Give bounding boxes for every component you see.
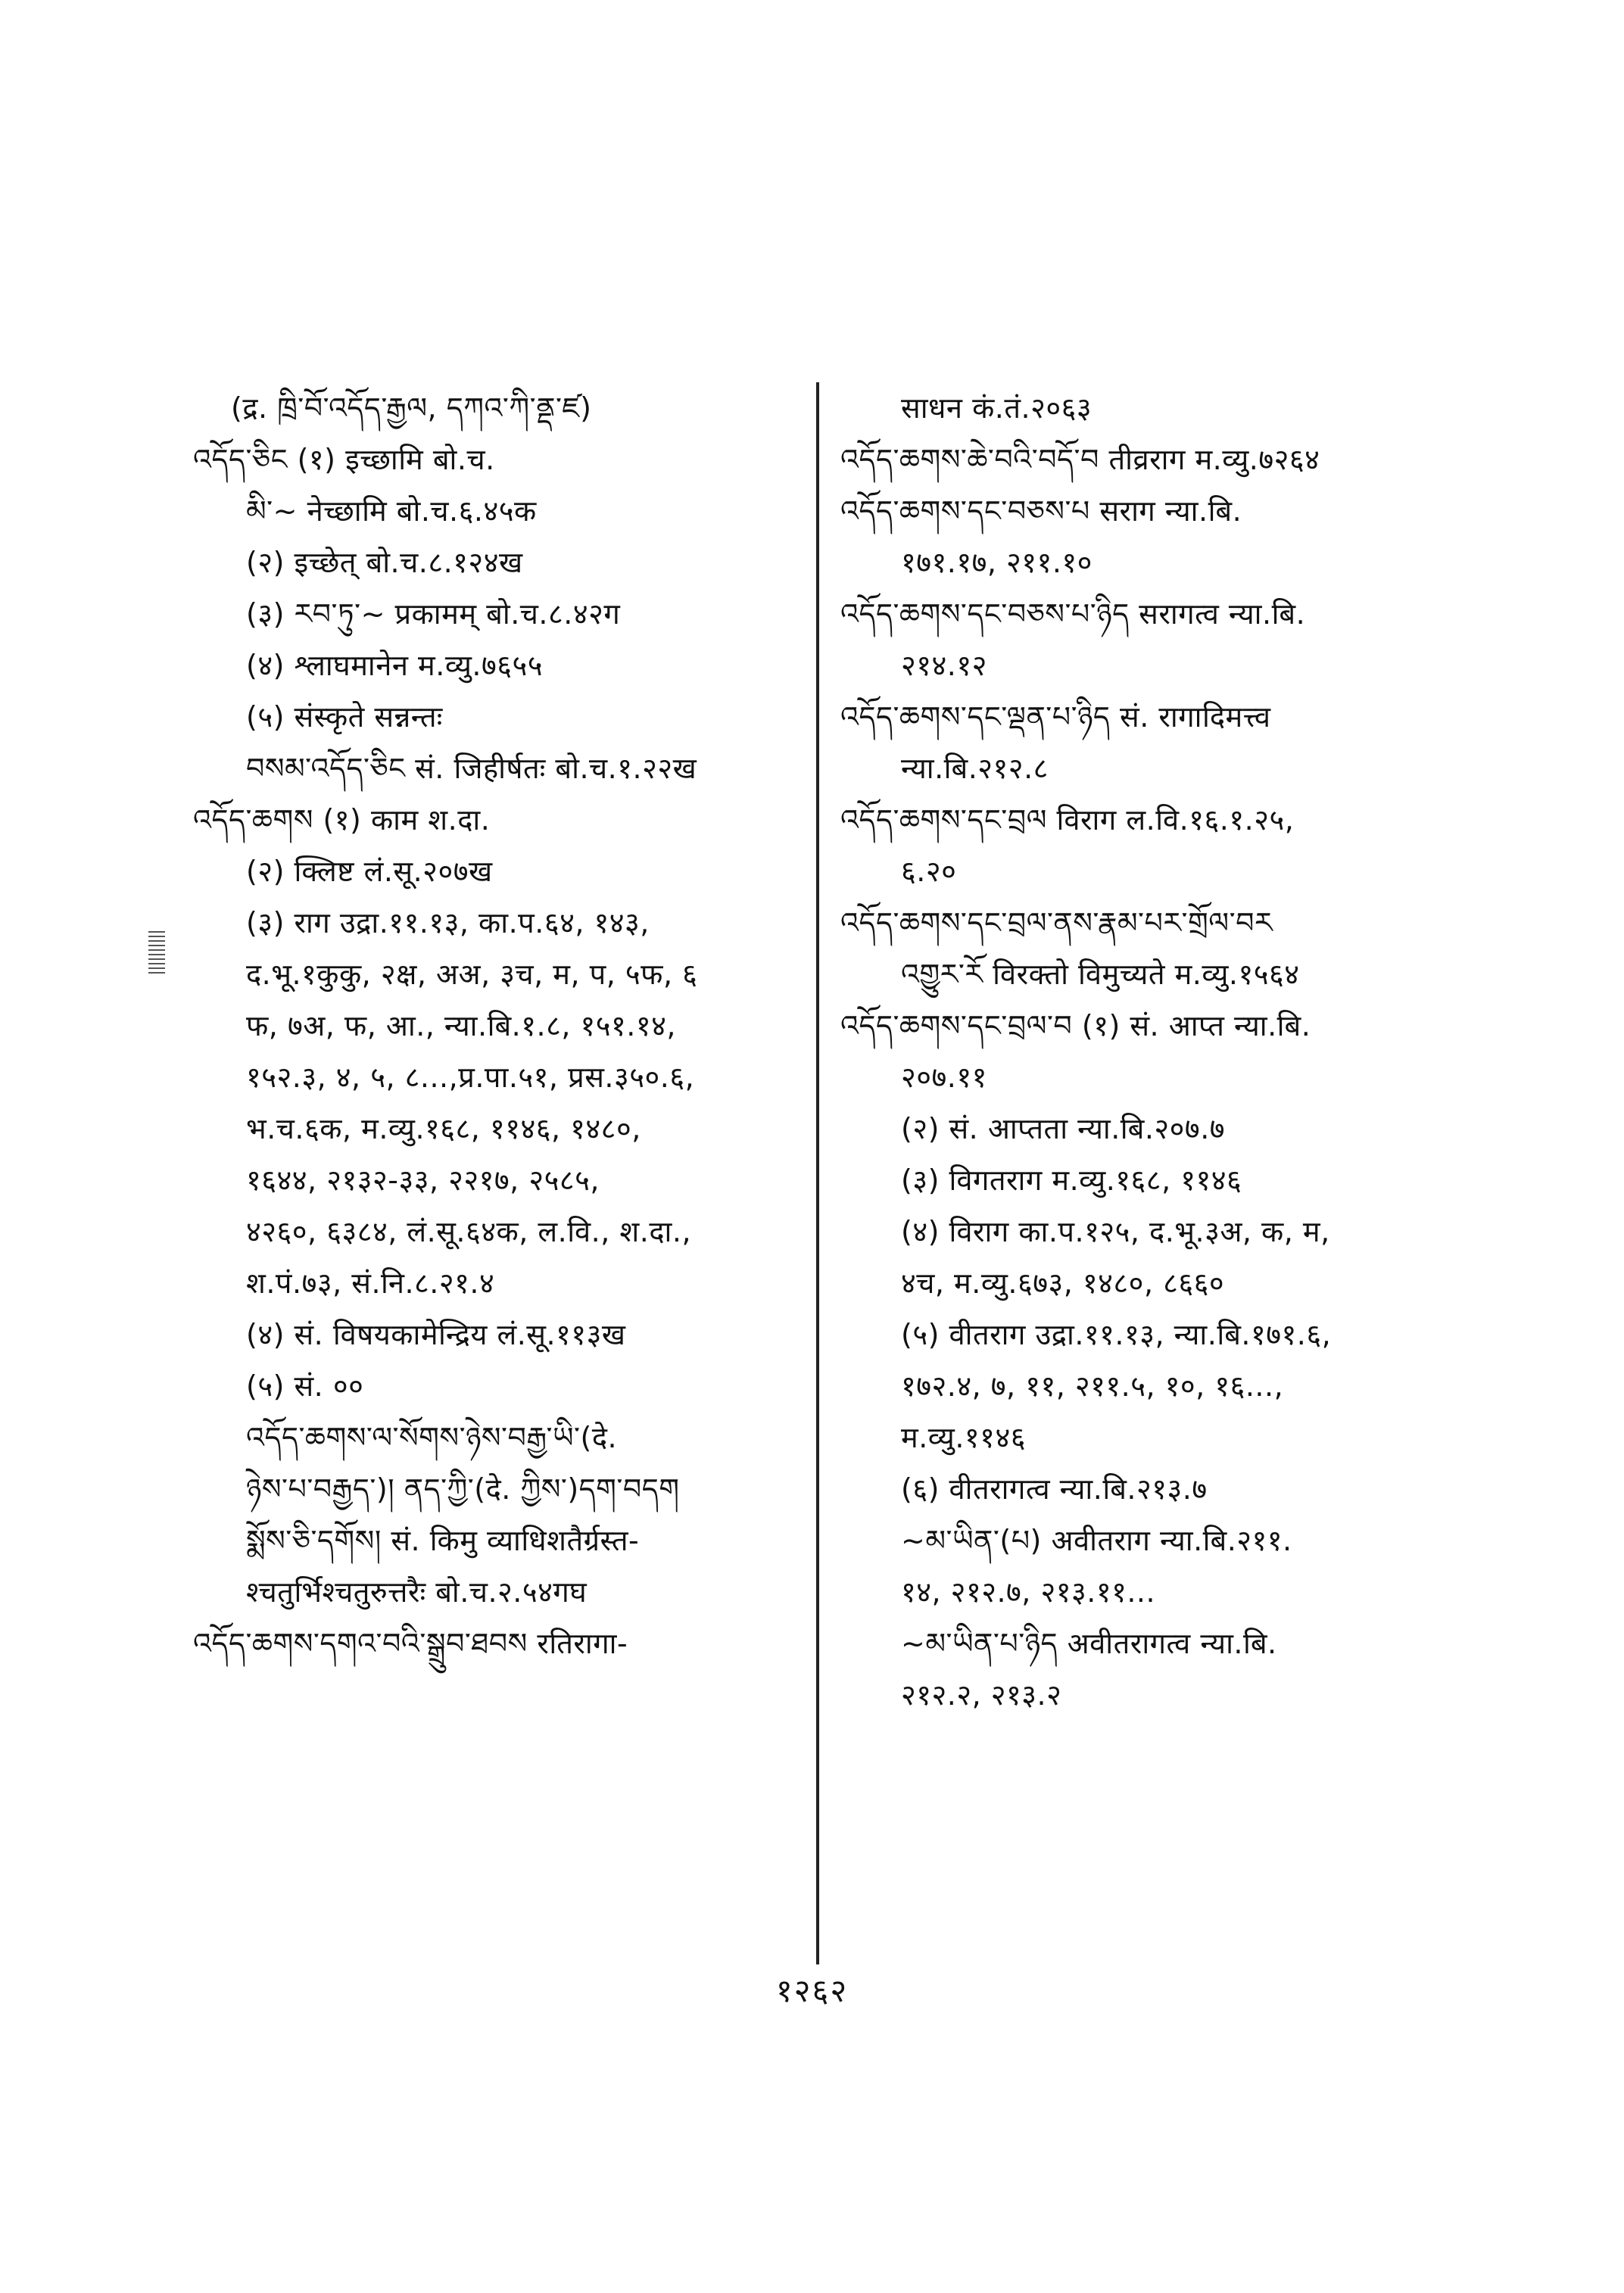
text-line: २१४.१२ [901,649,987,682]
page-number: १२६२ [775,1972,849,2009]
entry-headword-line: འདོད་ཆགས་ཆེ་བའི་བདོ་བ तीव्रराग म.व्यु.७२६४ [840,443,1320,476]
entry-headword-line: འདོད་ཆགས་དང་བཅས་པ་ཉིད सरागत्व न्या.बि. [840,597,1306,631]
entry-headword-line: འདོད་ཆགས་དང་བྲལ་ནས་རྣམ་པར་གྲོལ་བར [840,906,1273,939]
text-line: न्या.बि.२१२.८ [901,752,1049,785]
text-line: (३) རབ་ཏུ་~ प्रकामम् बो.च.८.४२ग [246,597,621,631]
right-column [840,382,1446,1721]
text-line: (५) सं. ०० [246,1369,364,1403]
text-line: འདོད་ཆགས་ལ་སོགས་ཉེས་བརྒྱ་ཡི་(दे. [246,1421,618,1454]
entry-headword-line: འདོད་ཆགས (१) काम श.दा. [193,803,491,837]
text-line: १७१.१७, २११.१० [901,546,1093,579]
entry-headword-line: འདོད་ཆགས་དང་བྲལ་བ (१) सं. आप्त न्या.बि. [840,1009,1311,1042]
text-line: फ, ७अ, फ, आ., न्या.बि.१.८, १५१.१४, [246,1009,676,1042]
text-line: २०७.११ [901,1061,987,1094]
text-line: (४) श्लाघमानेन म.व्यु.७६५५ [246,649,543,682]
text-line: (२) सं. आप्तता न्या.बि.२०७.७ [901,1112,1226,1145]
entry-headword-line: འདོད་ཆགས་དང་བྲལ विराग ल.वि.१६.१.२५, [840,803,1295,837]
text-line: ४२६०, ६३८४, लं.सू.६४क, ल.वि., श.दा., [246,1215,692,1248]
left-column [193,382,814,1669]
text-line: (२) इच्छेत् बो.च.८.१२४ख [246,546,523,579]
text-line: साधन कं.तं.२०६३ [901,391,1093,425]
text-line: (४) विराग का.प.१२५, द.भू.३अ, क, म, [901,1215,1330,1248]
text-line: द.भू.१कुकु, २क्ष, अअ, ३च, म, प, ५फ, ६ [246,958,698,991]
entry-headword-line: འདོད་ཆགས་དགའ་བའི་སྒྲུབ་ཐབས रतिरागा- [193,1627,628,1660]
text-line: (४) सं. विषयकामेन्द्रिय लं.सू.११३ख [246,1318,626,1351]
text-line: (५) वीतराग उद्रा.११.१३, न्या.बि.१७१.६, [901,1318,1332,1351]
text-line: བསམ་འདོད་ཅིང सं. जिहीर्षतः बो.च.१.२२ख [246,752,697,785]
text-line: མི་~ नेच्छामि बो.च.६.४५क [246,494,537,528]
text-line: २१२.२, २१३.२ [901,1678,1062,1712]
text-line: (६) वीतरागत्व न्या.बि.२१३.७ [901,1472,1208,1506]
text-line: ४च, म.व्यु.६७३, १४८०, ८६६० [901,1266,1225,1300]
text-line: ཉེས་པ་བརྒྱད་)། ནད་ཀྱི་(दे. ཀྱིས་)དག་བདག [246,1472,680,1506]
text-line: (५) संस्कृते सन्नन्तः [246,700,443,734]
text-line: १७२.४, ७, ११, २११.५, १०, १६..., [901,1369,1284,1403]
entry-headword-line: འདོད་ཆགས་དང་ལྡན་པ་ཉིད सं. रागादिमत्त्व [840,700,1271,734]
text-line: (२) क्लिष्ट लं.सू.२०७ख [246,855,493,888]
text-line: (३) राग उद्रा.११.१३, का.प.६४, १४३, [246,906,650,939]
margin-mark [148,931,165,974]
column-divider [816,382,819,1964]
text-line: (३) विगतराग म.व्यु.१६८, ११४६ [901,1164,1242,1197]
text-line: ~མ་ཡིན་པ་ཉིད अवीतरागत्व न्या.बि. [901,1627,1277,1660]
text-line: १६४४, २१३२-३३, २२१७, २५८५, [246,1164,600,1197]
text-line: ६.२० [901,855,957,888]
text-line: श्चतुर्भिश्चतुरुत्तरैः बो.च.२.५४गघ [246,1575,588,1609]
entry-headword-line: འདོད་ཅིང (१) इच्छामि बो.च. [193,443,495,476]
text-line: (द्र. ཁྲི་བོ་འདོད་རྒྱལ, དཀའ་ཀི་ནྡ་ཛ) [231,391,592,425]
text-line: भ.च.६क, म.व्यु.१६८, ११४६, १४८०, [246,1112,641,1145]
text-line: १५२.३, ४, ५, ८...,प्र.पा.५१, प्रस.३५०.६, [246,1061,695,1094]
text-line: म.व्यु.११४६ [901,1421,1026,1454]
text-line: श.पं.७३, सं.नि.८.२१.४ [246,1266,495,1300]
text-line: སྨོས་ཅི་དགོས། सं. किमु व्याधिशतैर्ग्रस्त- [246,1524,640,1557]
text-line: འགྱུར་རོ विरक्तो विमुच्यते म.व्यु.१५६४ [901,958,1300,991]
entry-headword-line: འདོད་ཆགས་དང་བཅས་པ सराग न्या.बि. [840,494,1242,528]
text-line: १४, २१२.७, २१३.११... [901,1575,1156,1609]
text-line: ~མ་ཡིན་(པ) अवीतराग न्या.बि.२११. [901,1524,1292,1557]
